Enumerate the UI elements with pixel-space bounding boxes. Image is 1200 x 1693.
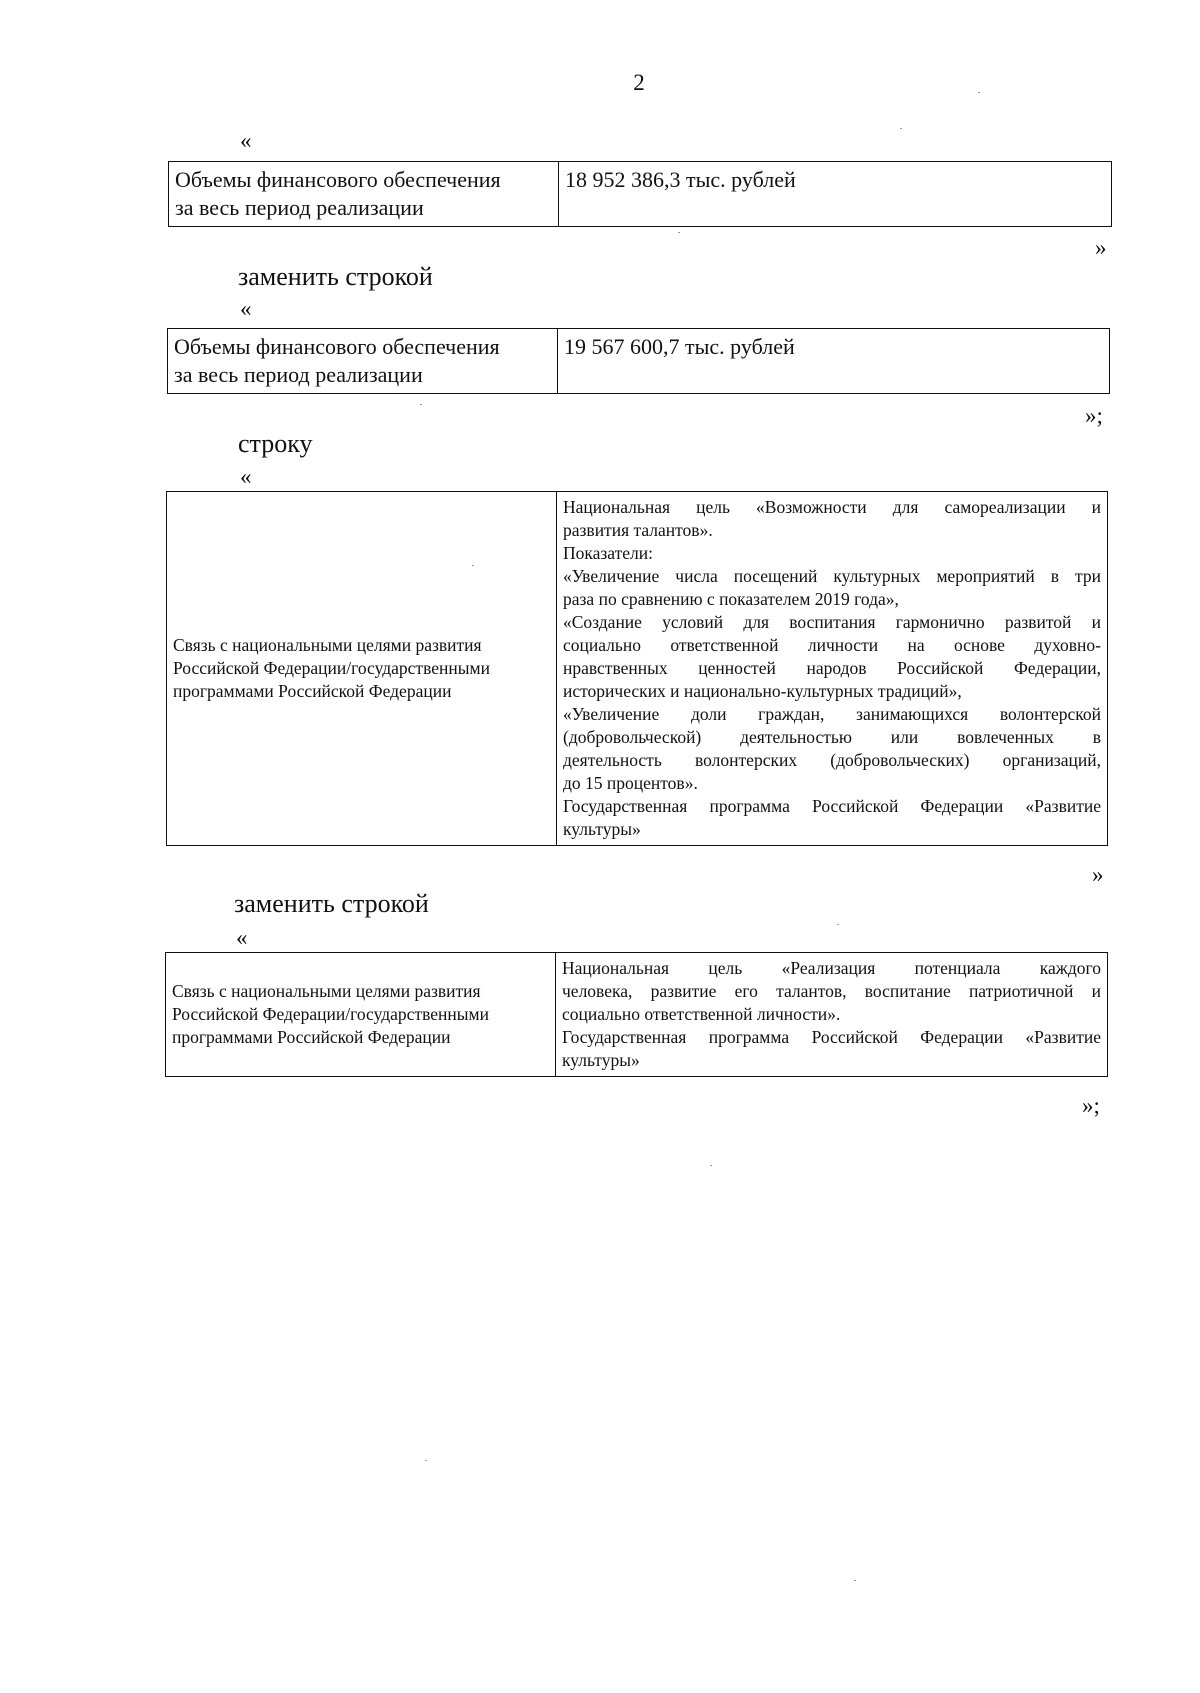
table-funding-old [168, 161, 1112, 227]
table-cell-label [166, 953, 556, 1077]
table-cell-label [167, 492, 557, 846]
table-row [166, 953, 1108, 1077]
goal-text-line: деятельность волонтерских (добровольческих) организаций, [563, 750, 1101, 770]
funding-value: 18 952 386,3 тыс. рублей [565, 167, 796, 192]
scan-speck [420, 404, 422, 405]
label-line: Связь с национальными целями развития [173, 635, 482, 655]
label-line: за весь период реализации [175, 195, 424, 220]
goal-text-line: «Увеличение числа посещений культурных мероприятий в три [563, 566, 1101, 586]
goal-text-line: Государственная программа Российской Федерации «Развитие [563, 796, 1101, 816]
close-quote: » [1092, 862, 1104, 887]
page-number: 2 [633, 70, 645, 95]
funding-value: 19 567 600,7 тыс. рублей [564, 334, 795, 359]
scan-speck [472, 565, 474, 566]
goal-text-line: до 15 процентов». [563, 773, 698, 793]
open-quote: « [240, 464, 252, 489]
open-quote: « [236, 925, 248, 950]
goal-text-line: культуры» [563, 819, 641, 839]
replace-phrase: заменить строкой [234, 889, 429, 918]
table-cell-value [556, 953, 1108, 1077]
close-quote: » [1095, 235, 1107, 260]
table-goals-new [165, 952, 1108, 1077]
label-line: Российской Федерации/государственными [172, 1004, 489, 1024]
label-line: Связь с национальными целями развития [172, 981, 481, 1001]
goal-text-line: Государственная программа Российской Федерации «Развитие [562, 1027, 1101, 1047]
scan-speck [710, 1165, 712, 1166]
close-quote-semicolon: »; [1082, 1093, 1100, 1118]
goal-text-line: исторических и национально-культурных традиций», [563, 681, 962, 701]
table-cell-value [557, 492, 1108, 846]
goal-text-line: нравственных ценностей народов Российской Федерации, [563, 658, 1101, 678]
goal-text-line: культуры» [562, 1050, 640, 1070]
goal-text-line: Показатели: [563, 543, 653, 563]
table-cell-value [558, 329, 1110, 394]
table-row [168, 329, 1110, 394]
open-quote: « [240, 128, 252, 153]
table-row [167, 492, 1108, 846]
scan-speck [678, 232, 680, 233]
scan-speck [978, 92, 980, 93]
goal-text-line: раза по сравнению с показателем 2019 года», [563, 589, 899, 609]
label-line: за весь период реализации [174, 362, 423, 387]
goal-text-line: социально ответственной личности». [562, 1004, 841, 1024]
goal-text-line: развития талантов». [563, 520, 713, 540]
goal-text-line: Национальная цель «Реализация потенциала каждого [562, 958, 1101, 978]
table-cell-value [559, 162, 1112, 227]
close-quote-semicolon: »; [1085, 403, 1103, 428]
goal-text-line: «Увеличение доли граждан, занимающихся волонтерской [563, 704, 1101, 724]
label-line: Объемы финансового обеспечения [175, 167, 501, 192]
goal-text-line: социально ответственной личности на основе духовно- [563, 635, 1101, 655]
table-row [169, 162, 1112, 227]
scan-speck [837, 924, 839, 925]
open-quote: « [240, 296, 252, 321]
scan-speck [425, 1460, 427, 1461]
label-line: программами Российской Федерации [172, 1027, 451, 1047]
replace-phrase: заменить строкой [238, 262, 433, 291]
goal-text-line: человека, развитие его талантов, воспитание патриотичной и [562, 981, 1101, 1001]
goal-text-line: (добровольческой) деятельностью или вовлеченных в [563, 727, 1101, 747]
label-line: программами Российской Федерации [173, 681, 452, 701]
scan-speck [854, 1580, 856, 1581]
table-funding-new [167, 328, 1110, 394]
label-line: Объемы финансового обеспечения [174, 334, 500, 359]
label-line: Российской Федерации/государственными [173, 658, 490, 678]
goal-text-line: Национальная цель «Возможности для самореализации и [563, 497, 1101, 517]
table-cell-label [168, 329, 558, 394]
table-goals-old [166, 491, 1108, 846]
scan-speck [900, 128, 902, 129]
table-cell-label [169, 162, 559, 227]
row-phrase: строку [238, 429, 313, 458]
goal-text-line: «Создание условий для воспитания гармонично развитой и [563, 612, 1101, 632]
